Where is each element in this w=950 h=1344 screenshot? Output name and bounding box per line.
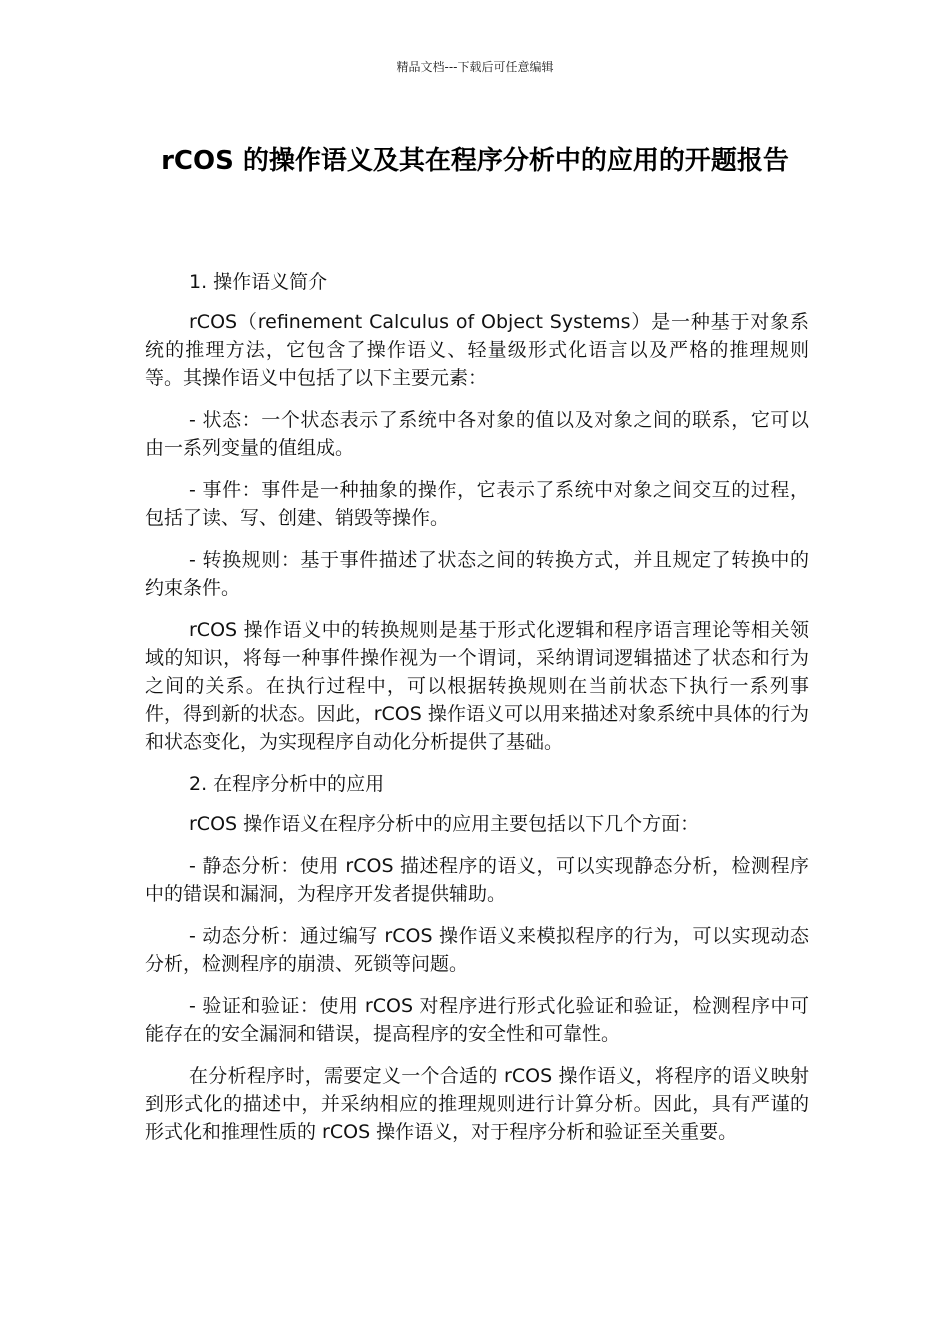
- header-note: 精品文档---下载后可任意编辑: [396, 60, 554, 74]
- list-item-transition-rule: - 转换规则：基于事件描述了状态之间的转换方式，并且规定了转换中的约束条件。: [145, 549, 809, 599]
- list-item-event: - 事件：事件是一种抽象的操作，它表示了系统中对象之间交互的过程，包括了读、写、创建、销毁等操作。: [145, 479, 809, 529]
- list-item-state: - 状态：一个状态表示了系统中各对象的值以及对象之间的联系，它可以由一系列变量的值组成。: [145, 409, 809, 459]
- list-item-verification: - 验证和验证：使用 rCOS 对程序进行形式化验证和验证，检测程序中可能存在的安全漏洞和错误，提高程序的安全性和可靠性。: [145, 995, 809, 1045]
- paragraph-intro: rCOS（refinement Calculus of Object Systems）是一种基于对象系统的推理方法，它包含了操作语义、轻量级形式化语言以及严格的推理规则等。其操作语义中包括了以下主要元素：: [145, 311, 809, 389]
- list-item-dynamic-analysis: - 动态分析：通过编写 rCOS 操作语义来模拟程序的行为，可以实现动态分析，检测程序的崩溃、死锁等问题。: [145, 925, 809, 975]
- paragraph-applications-intro: rCOS 操作语义在程序分析中的应用主要包括以下几个方面：: [189, 813, 700, 835]
- paragraph-conclusion: 在分析程序时，需要定义一个合适的 rCOS 操作语义，将程序的语义映射到形式化的描述中，并采纳相应的推理规则进行计算分析。因此，具有严谨的形式化和推理性质的 rCOS 操作语义，对于程序分析和验证至关重要。: [145, 1065, 809, 1143]
- paragraph-transition-detail: rCOS 操作语义中的转换规则是基于形式化逻辑和程序语言理论等相关领域的知识，将每一种事件操作视为一个谓词，采纳谓词逻辑描述了状态和行为之间的关系。在执行过程中，可以根据转换规则在当前状态下执行一系列事件，得到新的状态。因此，rCOS 操作语义可以用来描述对象系统中具体的行为和状态变化，为实现程序自动化分析提供了基础。: [145, 619, 809, 753]
- document-title: rCOS 的操作语义及其在程序分析中的应用的开题报告: [161, 146, 789, 176]
- document-body: [145, 268, 809, 1160]
- section-heading-2: 2. 在程序分析中的应用: [189, 773, 385, 795]
- list-item-static-analysis: - 静态分析：使用 rCOS 描述程序的语义，可以实现静态分析，检测程序中的错误和漏洞，为程序开发者提供辅助。: [145, 855, 809, 905]
- section-heading-1: 1. 操作语义简介: [189, 271, 328, 293]
